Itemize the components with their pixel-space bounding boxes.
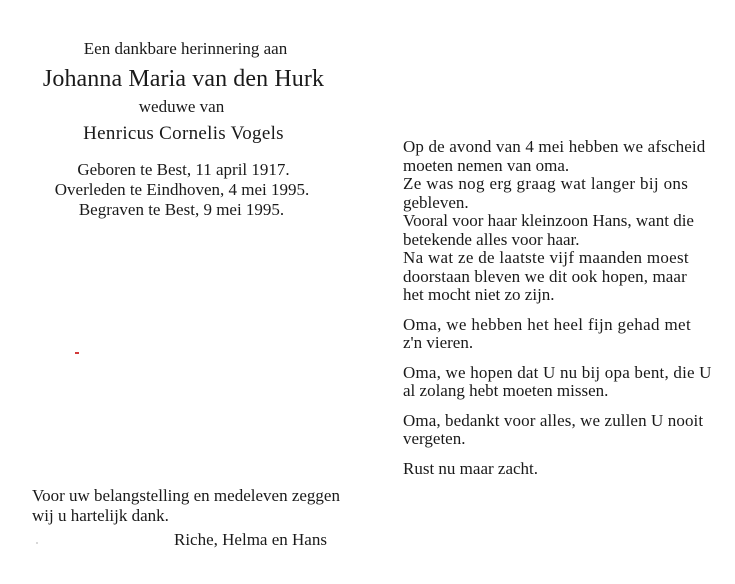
message-line: Na wat ze de laatste vijf maanden moest	[403, 248, 689, 267]
death-line: Overleden te Eindhoven, 4 mei 1995.	[54, 180, 310, 199]
deceased-name: Johanna Maria van den Hurk	[42, 66, 325, 92]
message-line: Vooral voor haar kleinzoon Hans, want die	[403, 211, 694, 230]
thanks-line: wij u hartelijk dank.	[32, 506, 169, 525]
dates-block	[0, 160, 367, 220]
message-line: Oma, bedankt voor alles, we zullen U nooit	[403, 410, 704, 430]
message-line: al zolang hebt moeten missen.	[403, 381, 609, 400]
spouse-name: Henricus Cornelis Vogels	[83, 123, 284, 144]
thanks-line: Voor uw belangstelling en medeleven zeggen	[32, 486, 340, 505]
left-panel	[0, 0, 367, 584]
intro-text: Een dankbare herinnering aan	[83, 39, 288, 58]
message-line: het mocht niet zo zijn.	[403, 285, 555, 304]
message-line: Oma, we hebben het heel fijn gehad met	[403, 314, 692, 334]
message-paragraph	[403, 362, 712, 401]
message-line: vergeten.	[403, 429, 466, 448]
birth-line: Geboren te Best, 11 april 1917.	[77, 160, 290, 179]
message-line: z'n vieren.	[403, 333, 474, 352]
message-line: betekende alles voor haar.	[403, 229, 580, 249]
closing-line: Rust nu maar zacht.	[403, 458, 539, 478]
thanks-block	[32, 486, 340, 526]
message-line: Op de avond van 4 mei hebben we afscheid	[403, 137, 706, 156]
message-line: doorstaan bleven we dit ook hopen, maar	[403, 266, 687, 286]
message-line: moeten nemen van oma.	[403, 155, 570, 175]
speck	[36, 542, 38, 544]
message-line: Ze was nog erg graag wat langer bij ons	[403, 174, 689, 193]
relation-text: weduwe van	[138, 97, 225, 116]
message-paragraph	[403, 412, 703, 449]
message-panel	[403, 137, 712, 478]
burial-line: Begraven te Best, 9 mei 1995.	[78, 200, 285, 219]
message-paragraph	[403, 316, 703, 353]
message-paragraph	[403, 137, 706, 305]
message-line: gebleven.	[403, 192, 469, 212]
signature: Riche, Helma en Hans	[174, 530, 327, 549]
message-line: Oma, we hopen dat U nu bij opa bent, die U	[403, 362, 712, 382]
ink-mark	[75, 352, 79, 354]
